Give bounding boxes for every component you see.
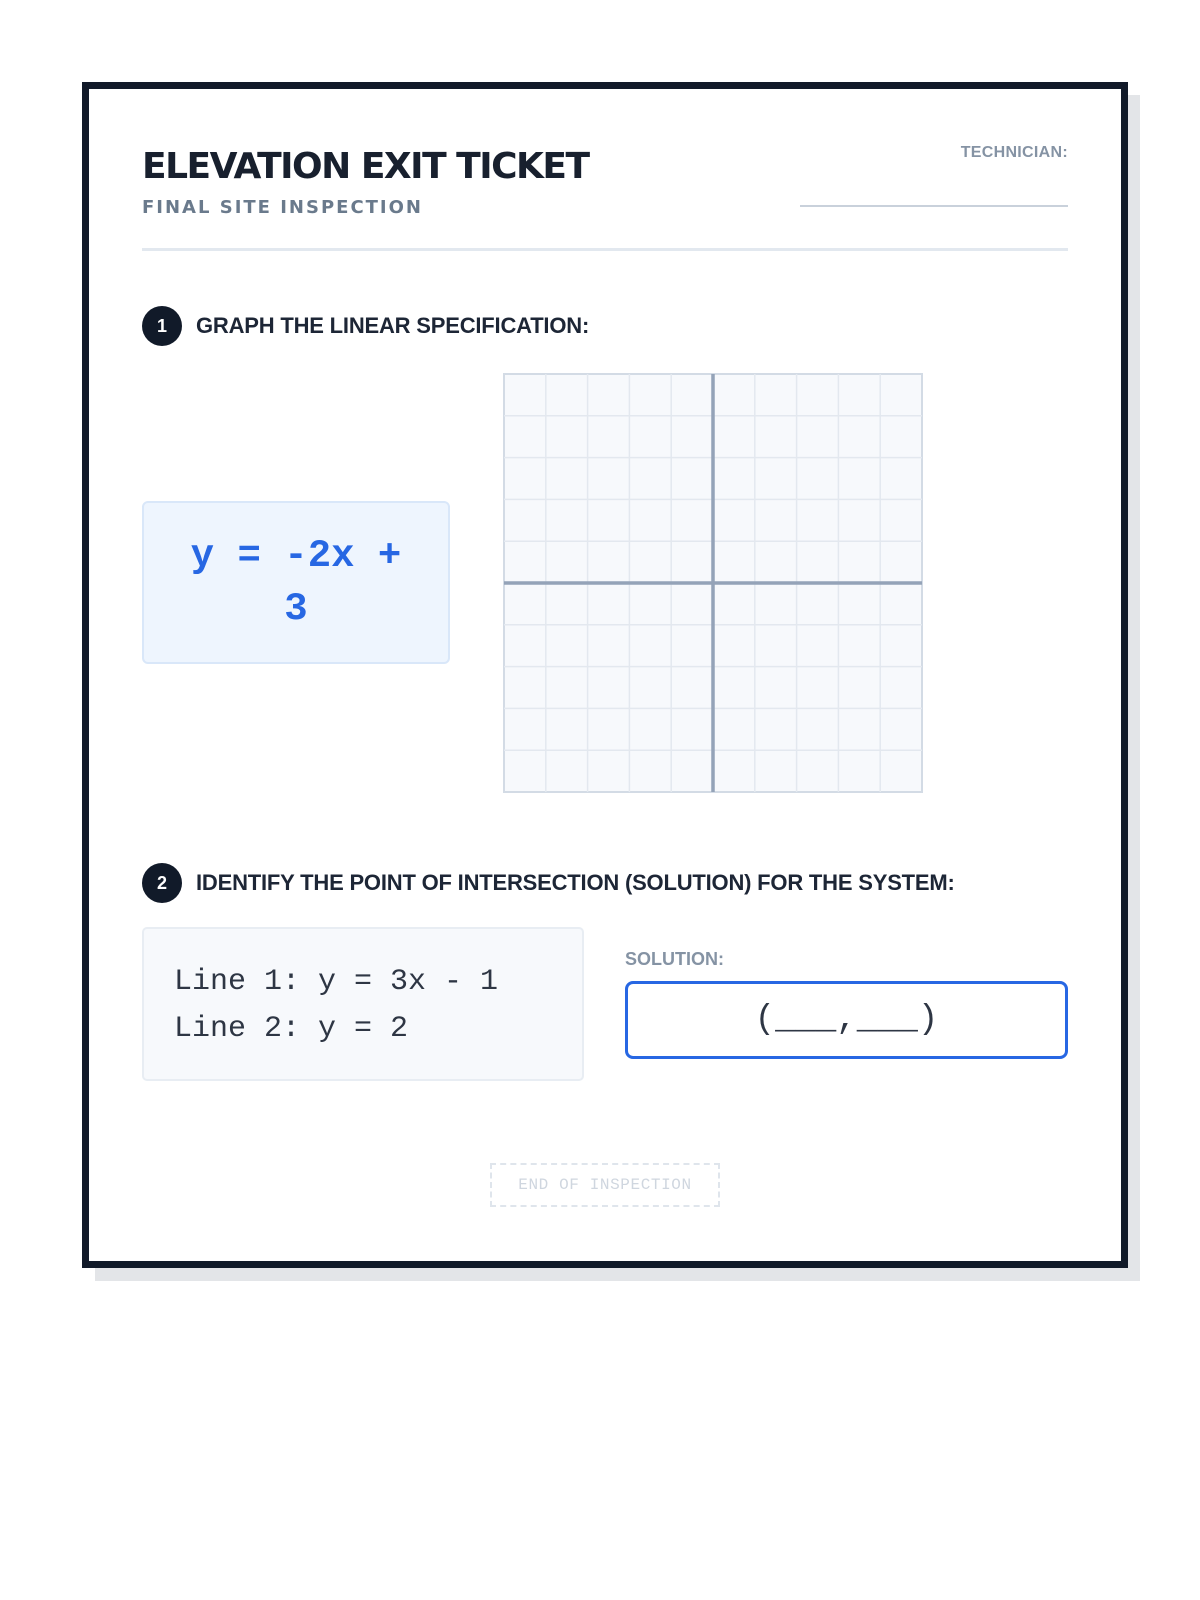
question-2-prompt: IDENTIFY THE POINT OF INTERSECTION (SOLUTION) FOR THE SYSTEM: [196, 870, 955, 895]
header-divider [142, 248, 1068, 251]
system-line-2: Line 2: y = 2 [174, 1012, 409, 1046]
ticket-title: ELEVATION EXIT TICKET [142, 146, 589, 187]
step-2-badge: 2 [142, 863, 182, 903]
solution-template: (___,___) [754, 1001, 939, 1039]
solution-label: SOLUTION: [625, 949, 724, 969]
technician-signature-line[interactable] [800, 205, 1068, 207]
ticket-subtitle: FINAL SITE INSPECTION [142, 197, 423, 218]
coordinate-grid[interactable] [503, 373, 923, 793]
question-1-prompt: GRAPH THE LINEAR SPECIFICATION: [196, 313, 590, 338]
equation-line-2: 3 [284, 586, 308, 631]
step-1-badge: 1 [142, 306, 182, 346]
coordinate-grid-svg[interactable] [503, 373, 923, 793]
equation-line-1: y = -2x + [190, 533, 402, 578]
end-of-inspection-stamp: END OF INSPECTION [490, 1163, 720, 1207]
equation-text [191, 530, 402, 636]
system-line-1: Line 1: y = 3x - 1 [174, 965, 499, 999]
technician-label: TECHNICIAN: [960, 144, 1068, 161]
equation-card [142, 501, 450, 664]
system-of-equations [142, 927, 584, 1081]
solution-answer-field[interactable] [625, 981, 1068, 1059]
